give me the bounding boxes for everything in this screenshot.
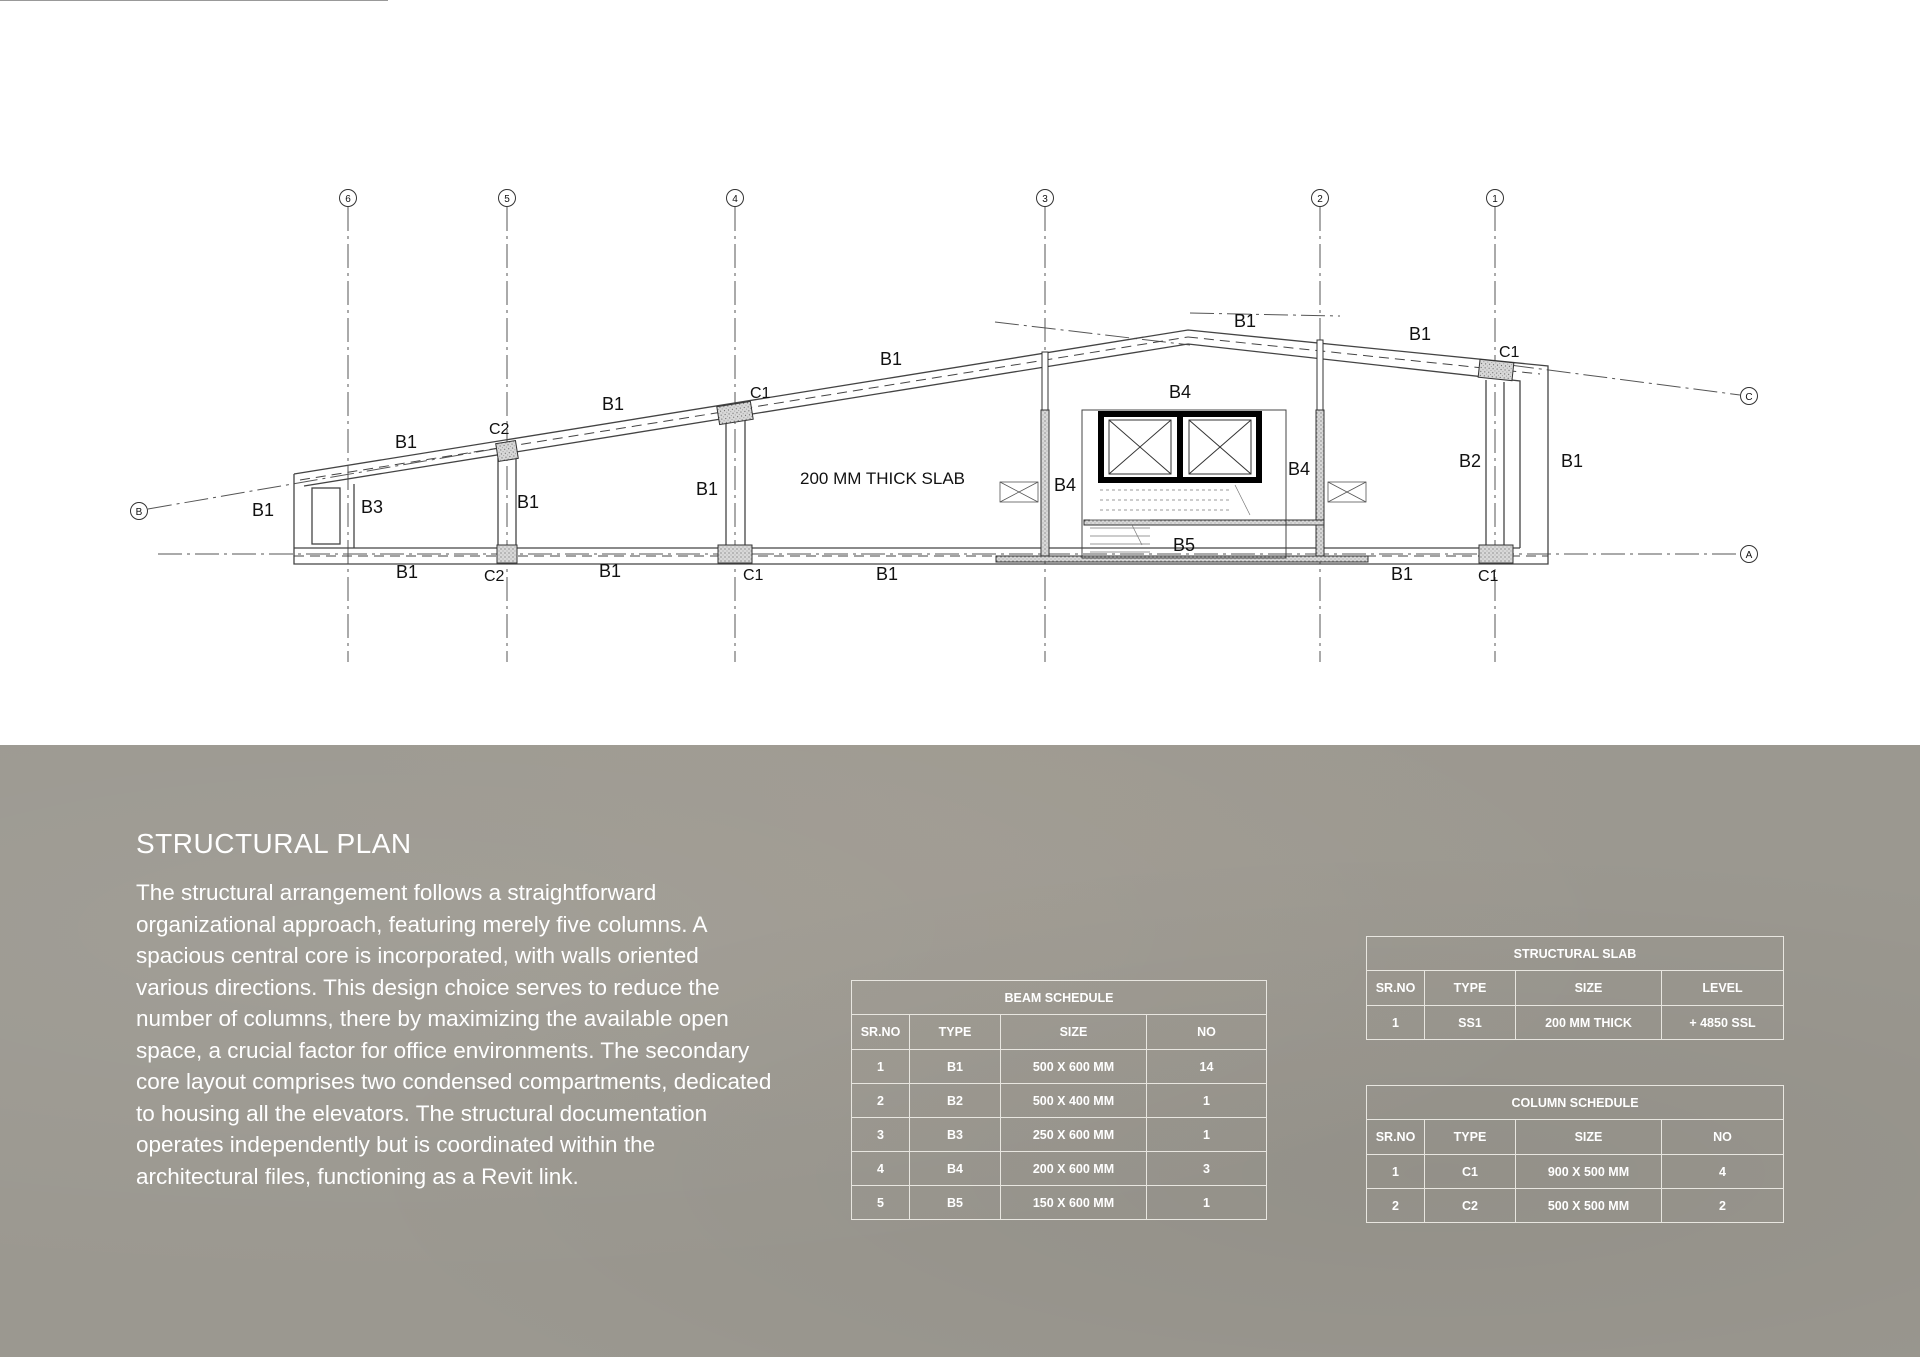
label-c1: C1 — [750, 385, 771, 402]
column-c1-top-grid1 — [1478, 359, 1514, 380]
cell: 1 — [852, 1050, 910, 1084]
col-header: NO — [1147, 1015, 1267, 1050]
grid-bubble-c — [1741, 388, 1758, 405]
cell: 2 — [852, 1084, 910, 1118]
description-panel — [0, 745, 1920, 1357]
inner-slab-edge — [1188, 344, 1520, 548]
label-b1: B1 — [1561, 451, 1584, 471]
slab-schedule-title: STRUCTURAL SLAB — [1367, 937, 1784, 971]
table-row — [852, 1186, 1267, 1220]
label-c1: C1 — [1478, 568, 1499, 585]
label-b1: B1 — [602, 394, 625, 414]
core-wall-bottom-slab — [996, 556, 1368, 562]
column-c1-bottom-grid4 — [718, 545, 752, 563]
cell: 500 X 400 MM — [1001, 1084, 1147, 1118]
column-c2-bottom — [497, 545, 517, 563]
beam-schedule-table — [851, 980, 1267, 1220]
cell: 1 — [1147, 1084, 1267, 1118]
grid-number-3: 3 — [1042, 194, 1048, 205]
grid-lines — [148, 207, 1740, 662]
grid-number-6: 6 — [345, 194, 351, 205]
columns — [496, 359, 1514, 563]
stair — [1090, 485, 1250, 552]
label-b1: B1 — [517, 492, 540, 512]
label-b1: B1 — [1234, 311, 1257, 331]
column-schedule-table — [1366, 1085, 1784, 1223]
cell: C1 — [1425, 1155, 1516, 1189]
core-post-left — [1042, 352, 1048, 410]
cell: B3 — [910, 1118, 1001, 1152]
structural-slab-table — [1366, 936, 1784, 1040]
grid-number-1: 1 — [1492, 194, 1498, 205]
cell: 500 X 600 MM — [1001, 1050, 1147, 1084]
cell: 4 — [852, 1152, 910, 1186]
label-b1: B1 — [880, 349, 903, 369]
cell: 200 MM THICK — [1516, 1006, 1662, 1040]
label-b1: B1 — [396, 562, 419, 582]
core-post-right — [1317, 340, 1323, 410]
cell: SS1 — [1425, 1006, 1516, 1040]
cell: B4 — [910, 1152, 1001, 1186]
cell: 1 — [1367, 1006, 1425, 1040]
cell: 250 X 600 MM — [1001, 1118, 1147, 1152]
cell: 150 X 600 MM — [1001, 1186, 1147, 1220]
label-b1: B1 — [696, 479, 719, 499]
grid-bubble-1 — [1487, 190, 1504, 207]
table-row — [852, 1050, 1267, 1084]
label-c1: C1 — [743, 567, 764, 584]
label-b2: B2 — [1459, 451, 1482, 471]
elevator-car-1 — [1109, 420, 1171, 474]
cell: C2 — [1425, 1189, 1516, 1223]
cell: B2 — [910, 1084, 1001, 1118]
label-c1: C1 — [1499, 344, 1520, 361]
cell: + 4850 SSL — [1662, 1006, 1784, 1040]
grid-line-b — [148, 448, 500, 509]
cell: 1 — [1147, 1118, 1267, 1152]
elevator-divider — [1177, 414, 1183, 480]
grid-bubble-4 — [727, 190, 744, 207]
cell: B1 — [910, 1050, 1001, 1084]
slab-note: 200 MM THICK SLAB — [800, 469, 966, 488]
cell: 2 — [1367, 1189, 1425, 1223]
label-b4: B4 — [1169, 382, 1192, 402]
cell: 200 X 600 MM — [1001, 1152, 1147, 1186]
core-wall-left — [1041, 410, 1049, 558]
col-header: SIZE — [1516, 1120, 1662, 1155]
grid-number-4: 4 — [732, 194, 738, 205]
cell: B5 — [910, 1186, 1001, 1220]
grid-line-c-right — [1510, 365, 1740, 395]
col-header: LEVEL — [1662, 971, 1784, 1006]
core-wall-right — [1316, 410, 1324, 558]
col-header: SR.NO — [1367, 1120, 1425, 1155]
cell: 1 — [1367, 1155, 1425, 1189]
cell: 2 — [1662, 1189, 1784, 1223]
outer-slab-edge — [294, 330, 1548, 564]
grid-letter-c: C — [1745, 392, 1753, 403]
grid-bubble-a — [1741, 546, 1758, 563]
table-row — [1367, 1155, 1784, 1189]
table-row — [1367, 1189, 1784, 1223]
beam-schedule-title: BEAM SCHEDULE — [852, 981, 1267, 1015]
cell: 1 — [1147, 1186, 1267, 1220]
table-row — [852, 1152, 1267, 1186]
label-b1: B1 — [252, 500, 275, 520]
column-c2-top — [496, 441, 519, 462]
label-c2: C2 — [484, 568, 505, 585]
grid-number-2: 2 — [1317, 194, 1323, 205]
core-wall-mid — [1084, 520, 1324, 525]
cell: 3 — [852, 1118, 910, 1152]
cell: 500 X 500 MM — [1516, 1189, 1662, 1223]
grid-line-c-mid — [1190, 313, 1340, 316]
grid-letter-b: B — [135, 507, 143, 518]
col-header: TYPE — [1425, 971, 1516, 1006]
elevator-car-2 — [1189, 420, 1251, 474]
label-b4: B4 — [1288, 459, 1311, 479]
label-b3: B3 — [361, 497, 384, 517]
grid-bubble-b — [131, 503, 148, 520]
label-b1: B1 — [1391, 564, 1414, 584]
label-b4: B4 — [1054, 475, 1077, 495]
col-header: SIZE — [1516, 971, 1662, 1006]
label-b5: B5 — [1173, 535, 1196, 555]
building-outline — [294, 330, 1548, 564]
col-header: SR.NO — [852, 1015, 910, 1050]
grid-number-5: 5 — [504, 194, 510, 205]
grid-bubble-5 — [499, 190, 516, 207]
grid-letter-a: A — [1745, 550, 1753, 561]
column-c1-bottom-grid1 — [1479, 545, 1513, 563]
b3-opening — [312, 488, 340, 544]
grid-bubble-3 — [1037, 190, 1054, 207]
cell: 4 — [1662, 1155, 1784, 1189]
col-header: SIZE — [1001, 1015, 1147, 1050]
grid-bubble-2 — [1312, 190, 1329, 207]
label-b1: B1 — [395, 432, 418, 452]
label-b1: B1 — [1409, 324, 1432, 344]
table-row — [1367, 1006, 1784, 1040]
section-title: STRUCTURAL PLAN — [136, 828, 412, 859]
table-row — [852, 1084, 1267, 1118]
column-schedule-title: COLUMN SCHEDULE — [1367, 1086, 1784, 1120]
label-b1: B1 — [599, 561, 622, 581]
col-header: SR.NO — [1367, 971, 1425, 1006]
col-header: NO — [1662, 1120, 1784, 1155]
cell: 3 — [1147, 1152, 1267, 1186]
cell: 5 — [852, 1186, 910, 1220]
grid-bubble-6 — [340, 190, 357, 207]
cell: 900 X 500 MM — [1516, 1155, 1662, 1189]
label-c2: C2 — [489, 421, 510, 438]
label-b1: B1 — [876, 564, 899, 584]
table-row — [852, 1118, 1267, 1152]
col-header: TYPE — [1425, 1120, 1516, 1155]
section-description: The structural arrangement follows a straightforward organizational approach, featuring merely five columns. A spacious central core is incorporated, with walls oriented various directions. This design choice serves to reduce the number of columns, there by maximizing the available open space, a crucial factor for office environments. The secondary core layout comprises two condensed compartments, dedicated to housing all the elevators. The structural documentation operates independently but is coordinated within the architectural files, functioning as a Revit link. — [136, 880, 772, 1189]
cell: 14 — [1147, 1050, 1267, 1084]
col-header: TYPE — [910, 1015, 1001, 1050]
